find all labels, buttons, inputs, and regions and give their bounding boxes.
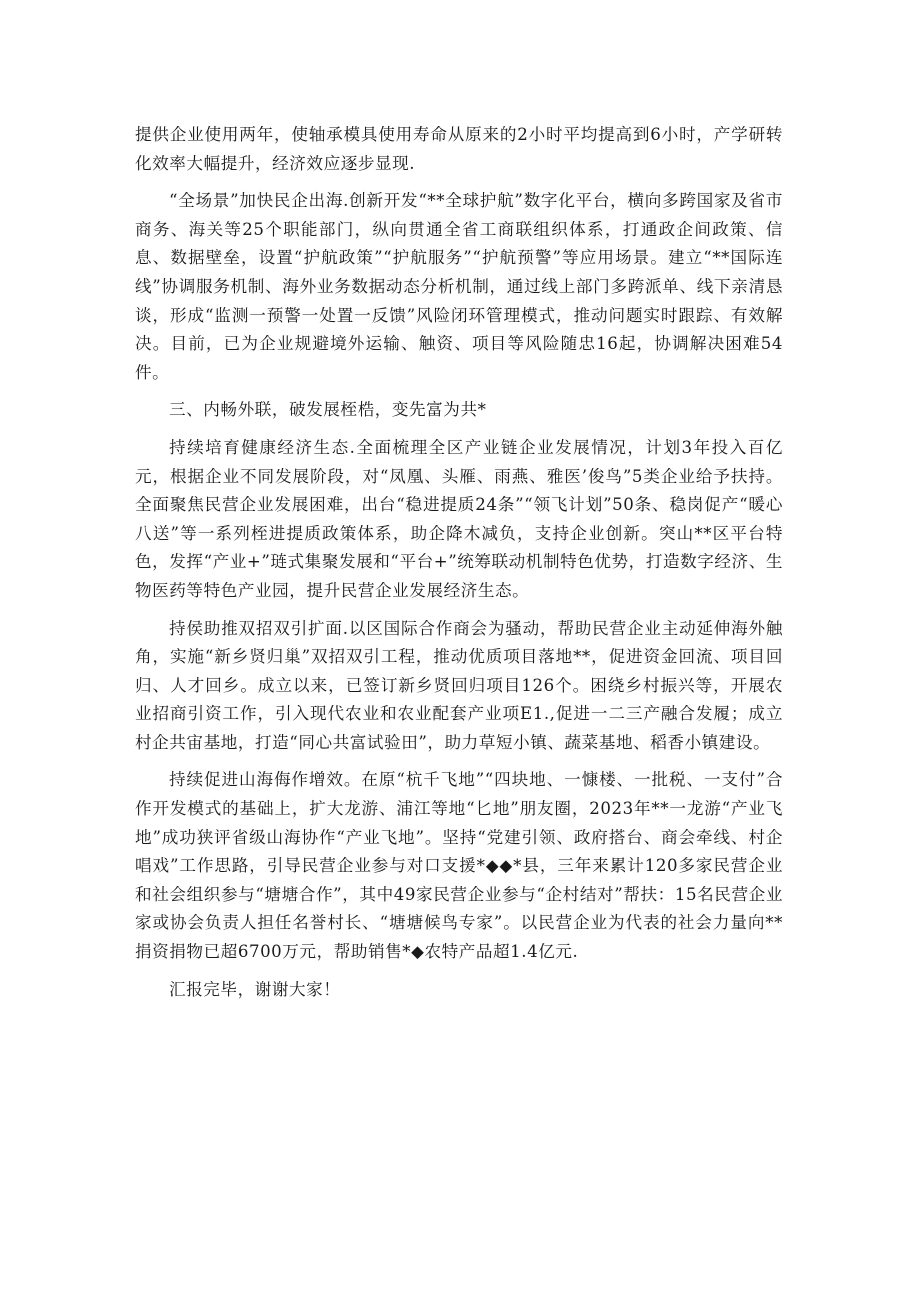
paragraph-closing: 汇报完毕，谢谢大家！ <box>169 979 341 999</box>
section-heading-three: 三、内畅外联，破发展桎梏，变先富为共* <box>169 400 487 420</box>
paragraph-continuation: 提供企业使用两年，使轴承模具使用寿命从原来的2小时平均提高到6小时，产学研转化效率大幅提升，经济效应逐步显现. <box>135 125 783 173</box>
paragraph-economic-ecology: 持续培育健康经济生态.全面梳理全区产业链企业发展情况，计划3年投入百亿元，根据企业不同发展阶段，对“凤凰、头雁、雨燕、雅医’俊鸟”5类企业给予扶持。全面聚焦民营企业发展困难，出台“稳进提质24条”“领飞计划”50条、稳岗促产“暖心八送”等一系列桎进提质政策体系，助企降木减负，支持企业创新。突山**区平台特色，发挥“产业+”琏式集聚发展和“平台+”统筹联动机制特色优势，打造数字经济、生物医药等特色产业园，提升民营企业发展经济生态。 <box>135 437 783 600</box>
paragraph-mountain-sea-cooperation: 持续促进山海侮作增效。在原“杭千飞地”“四块地、一慷楼、一批税、一支付”合作开发模式的基础上，扩大龙游、浦江等地“匕地”朋友圈，2023年**一龙游“产业飞地”成功狭评省级山海协作“产业飞地”。坚持“党建引领、政府搭台、商会牵线、村企唱戏”工作思路，引导民营企业参与对口支援*◆◆*县，三年来累计120多家民营企业和社会组织参与“塘塘合作”，其中49家民营企业参与“企村结对”帮扶：15名民营企业家或协会负责人担任名誉村长、“塘塘候鸟专家”。以民营企业为代表的社会力量向**捐资捐物已超6700万元，帮助销售*◆农特产品超1.4亿元. <box>135 770 783 962</box>
paragraph-dual-investment: 持侯助推双招双引扩面.以区国际合作商会为骚动，帮助民营企业主动延伸海外触角，实施“新乡贤归巢”双招双引工程，推动优质项目落地**，促进资金回流、项目回归、人才回乡。成立以来，已签订新乡贤回归项目126个。困绕乡村振兴等，开展农业招商引资工作，引入现代农业和农业配套产业项E1.,促进一二三产融合发履；成立村企共宙基地，打造“同心共富试验田”，助力草短小镇、蔬菜基地、稻香小镇建设。 <box>135 618 783 752</box>
paragraph-all-scenario: “全场景”加快民企出海.创新开发“**全球护航”数字化平台，横向多跨国家及省市商务、海关等25个职能部门，纵向贯通全省工商联组织体系，打通政企间政策、信息、数据壁垒，设置“护航政策”“护航服务”“护航预警”等应用场景。建立“**国际连线”协调服务机制、海外业务数据动态分析机制，通过线上部门多跨派单、线下亲清恳谈，形成“监测一预警一处置一反馈”风险闭环管理模式，推动问题实时跟踪、有效解决。目前，已为企业规避境外运输、触资、项目等风险随忠16起，协调解决困难54件。 <box>135 191 783 382</box>
document-page <box>135 121 783 1004</box>
